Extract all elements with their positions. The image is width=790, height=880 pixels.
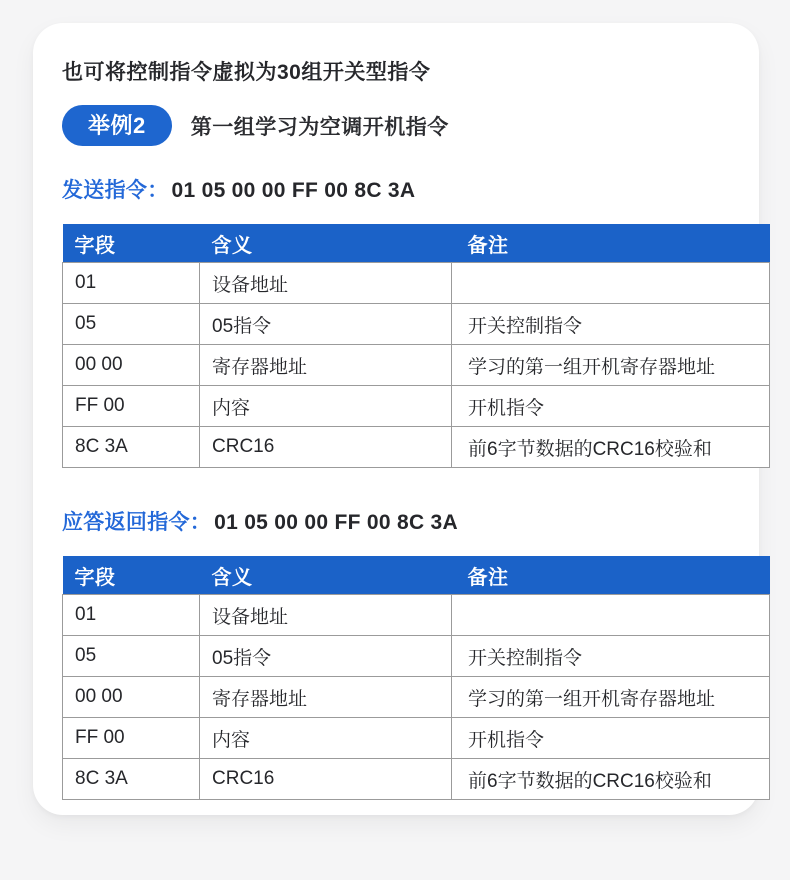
content-card [33, 23, 759, 815]
table-cell: 学习的第一组开机寄存器地址 [452, 677, 770, 718]
table-cell: FF 00 [63, 718, 200, 759]
table-row [63, 386, 770, 427]
table-cell: 开关控制指令 [452, 636, 770, 677]
table-cell: FF 00 [63, 386, 200, 427]
table-header-cell: 含义 [200, 224, 452, 263]
table-row [63, 718, 770, 759]
send-command-heading [62, 174, 730, 204]
table-cell: 设备地址 [200, 595, 452, 636]
table-row [63, 427, 770, 468]
send-command-table [62, 224, 770, 468]
table-row [63, 263, 770, 304]
table-header-cell: 含义 [200, 556, 452, 595]
table-cell: CRC16 [200, 759, 452, 800]
table-cell: 设备地址 [200, 263, 452, 304]
table-cell: 前6字节数据的CRC16校验和 [452, 759, 770, 800]
table-cell: 学习的第一组开机寄存器地址 [452, 345, 770, 386]
table-cell: 寄存器地址 [200, 677, 452, 718]
table-cell: 开机指令 [452, 386, 770, 427]
table-row [63, 595, 770, 636]
table-header-row [63, 556, 770, 595]
table-cell: 开关控制指令 [452, 304, 770, 345]
table-cell: 前6字节数据的CRC16校验和 [452, 427, 770, 468]
table-cell: 00 00 [63, 677, 200, 718]
reply-command-label: 应答返回指令： [62, 511, 212, 534]
table-row [63, 304, 770, 345]
send-command-value: 01 05 00 00 FF 00 8C 3A [171, 179, 416, 202]
table-header-cell: 备注 [452, 224, 770, 263]
reply-command-table [62, 556, 770, 800]
intro-text: 也可将控制指令虚拟为30组开关型指令 [62, 61, 431, 84]
table-cell: 开机指令 [452, 718, 770, 759]
table-cell: 05 [63, 636, 200, 677]
table-row [63, 677, 770, 718]
table-cell: 寄存器地址 [200, 345, 452, 386]
table-row [63, 636, 770, 677]
table-cell: 8C 3A [63, 427, 200, 468]
send-command-label: 发送指令： [62, 179, 169, 202]
table-cell [452, 595, 770, 636]
table-cell: 05指令 [200, 304, 452, 345]
table-header-cell: 备注 [452, 556, 770, 595]
table-cell [452, 263, 770, 304]
table-row [63, 759, 770, 800]
table-cell: CRC16 [200, 427, 452, 468]
example-row [62, 105, 730, 146]
reply-command-value: 01 05 00 00 FF 00 8C 3A [214, 511, 458, 534]
table-cell: 05指令 [200, 636, 452, 677]
table-cell: 8C 3A [63, 759, 200, 800]
table-cell: 01 [63, 595, 200, 636]
example-caption: 第一组学习为空调开机指令 [190, 115, 449, 139]
table-cell: 00 00 [63, 345, 200, 386]
table-header-cell: 字段 [63, 224, 200, 263]
table-cell: 内容 [200, 718, 452, 759]
reply-command-heading [62, 506, 730, 536]
table-cell: 01 [63, 263, 200, 304]
table-header-cell: 字段 [63, 556, 200, 595]
table-cell: 05 [63, 304, 200, 345]
table-row [63, 345, 770, 386]
table-header-row [63, 224, 770, 263]
example-badge: 举例2 [62, 105, 172, 146]
table-cell: 内容 [200, 386, 452, 427]
